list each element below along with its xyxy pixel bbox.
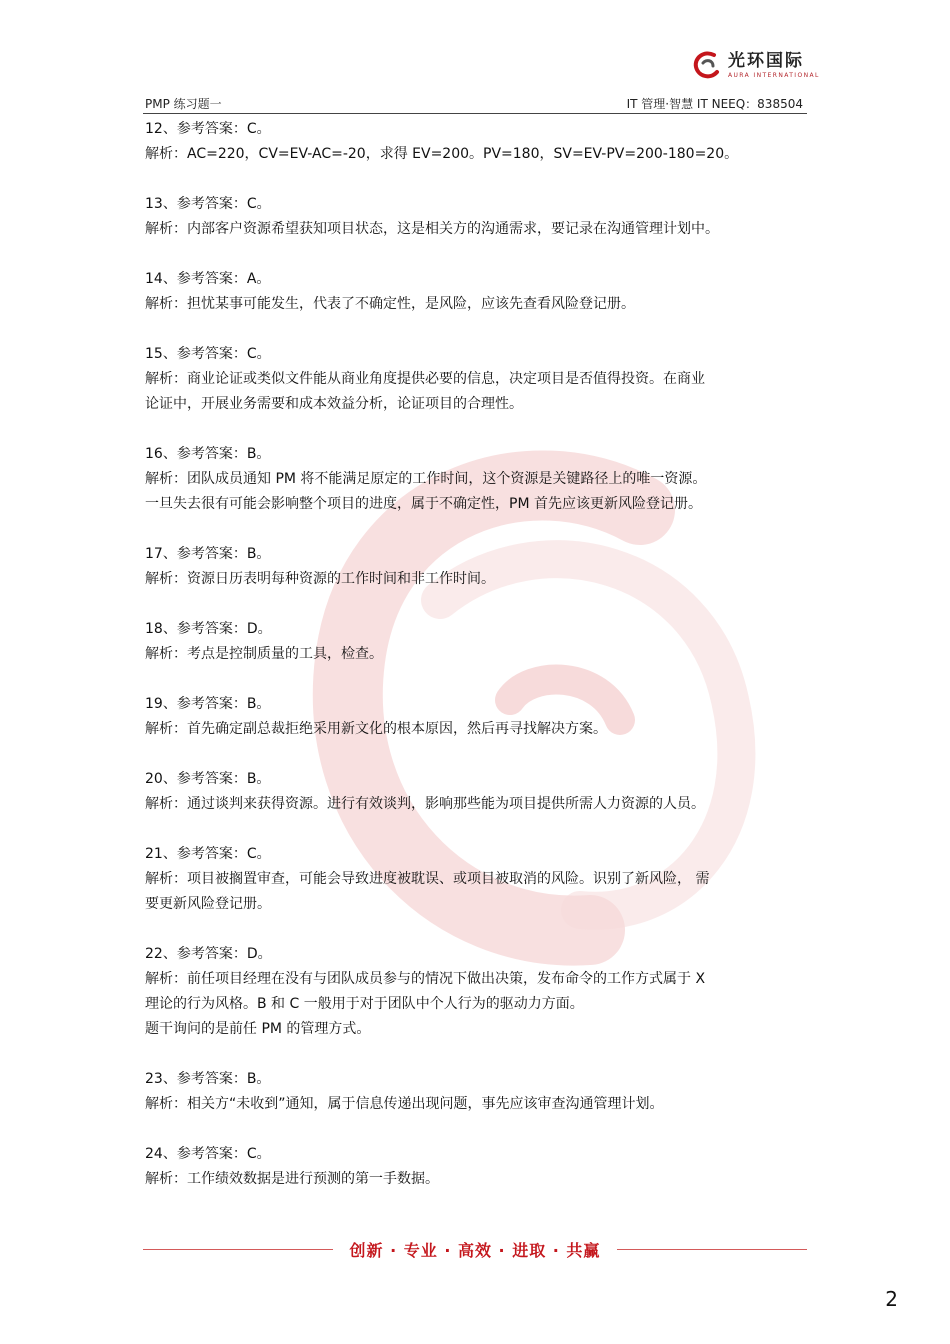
analysis-line: 解析：AC=220，CV=EV-AC=-20，求得 EV=200。PV=180，SV=EV-PV=200-180=20。 — [145, 146, 739, 162]
analysis-line: 解析：商业论证或类似文件能从商业角度提供必要的信息，决定项目是否值得投资。在商业 — [145, 371, 705, 387]
answer-line: 21、参考答案：C。 — [145, 846, 271, 862]
answer-item — [145, 617, 809, 667]
analysis-line: 解析：团队成员通知 PM 将不能满足原定的工作时间，这个资源是关键路径上的唯一资源。 — [145, 471, 707, 487]
answer-line: 15、参考答案：C。 — [145, 346, 271, 362]
header-divider — [143, 113, 807, 114]
answer-item — [145, 542, 809, 592]
answer-line: 24、参考答案：C。 — [145, 1146, 271, 1162]
analysis-line: 解析：内部客户资源希望获知项目状态，这是相关方的沟通需求，要记录在沟通管理计划中。 — [145, 221, 719, 237]
answer-item — [145, 767, 809, 817]
answer-item — [145, 192, 809, 242]
analysis-line: 解析：前任项目经理在没有与团队成员参与的情况下做出决策，发布命令的工作方式属于 X — [145, 971, 706, 987]
answer-item — [145, 842, 809, 917]
analysis-line: 要更新风险登记册。 — [145, 896, 271, 912]
footer-divider-right — [617, 1249, 807, 1250]
footer — [143, 1236, 807, 1264]
answer-line: 13、参考答案：C。 — [145, 196, 271, 212]
answer-line: 19、参考答案：B。 — [145, 696, 271, 712]
answer-item — [145, 342, 809, 417]
page-number: 2 — [885, 1287, 898, 1311]
answer-line: 12、参考答案：C。 — [145, 121, 271, 137]
analysis-line: 解析：首先确定副总裁拒绝采用新文化的根本原因，然后再寻找解决方案。 — [145, 721, 607, 737]
answer-line: 14、参考答案：A。 — [145, 271, 271, 287]
answer-line: 23、参考答案：B。 — [145, 1071, 271, 1087]
answer-line: 17、参考答案：B。 — [145, 546, 271, 562]
analysis-line: 理论的行为风格。B 和 C 一般用于对于团队中个人行为的驱动力方面。 — [145, 996, 584, 1012]
answer-item — [145, 267, 809, 317]
answer-item — [145, 942, 809, 1042]
answer-line: 16、参考答案：B。 — [145, 446, 271, 462]
header-company-info: IT 管理·智慧 IT NEEQ：838504 — [626, 97, 803, 111]
swirl-logo-icon — [692, 50, 722, 80]
header-document-title: PMP 练习题一 — [145, 97, 222, 111]
answer-line: 22、参考答案：D。 — [145, 946, 272, 962]
analysis-line: 解析：相关方“未收到”通知，属于信息传递出现问题，事先应该审查沟通管理计划。 — [145, 1096, 664, 1112]
answer-item — [145, 692, 809, 742]
answer-item — [145, 117, 809, 167]
answer-line: 18、参考答案：D。 — [145, 621, 272, 637]
analysis-line: 解析：通过谈判来获得资源。进行有效谈判，影响那些能为项目提供所需人力资源的人员。 — [145, 796, 705, 812]
analysis-line: 一旦失去很有可能会影响整个项目的进度，属于不确定性，PM 首先应该更新风险登记册。 — [145, 496, 702, 512]
analysis-line: 解析：工作绩效数据是进行预测的第一手数据。 — [145, 1171, 439, 1187]
analysis-line: 论证中，开展业务需要和成本效益分析，论证项目的合理性。 — [145, 396, 523, 412]
answer-list — [145, 117, 809, 1217]
answer-item — [145, 1142, 809, 1192]
analysis-line: 题干询问的是前任 PM 的管理方式。 — [145, 1021, 371, 1037]
footer-slogan: 创新 · 专业 · 高效 · 进取 · 共赢 — [349, 1241, 601, 1260]
answer-line: 20、参考答案：B。 — [145, 771, 271, 787]
logo-name: 光环国际 — [728, 50, 804, 71]
answer-item — [145, 1067, 809, 1117]
answer-item — [145, 442, 809, 517]
analysis-line: 解析：项目被搁置审查，可能会导致进度被耽误、或项目被取消的风险。识别了新风险， 需 — [145, 871, 710, 887]
brand-logo — [692, 50, 820, 80]
analysis-line: 解析：资源日历表明每种资源的工作时间和非工作时间。 — [145, 571, 495, 587]
analysis-line: 解析：担忧某事可能发生，代表了不确定性，是风险，应该先查看风险登记册。 — [145, 296, 635, 312]
logo-english-name: AURA INTERNATIONAL — [728, 71, 820, 79]
analysis-line: 解析：考点是控制质量的工具，检查。 — [145, 646, 383, 662]
